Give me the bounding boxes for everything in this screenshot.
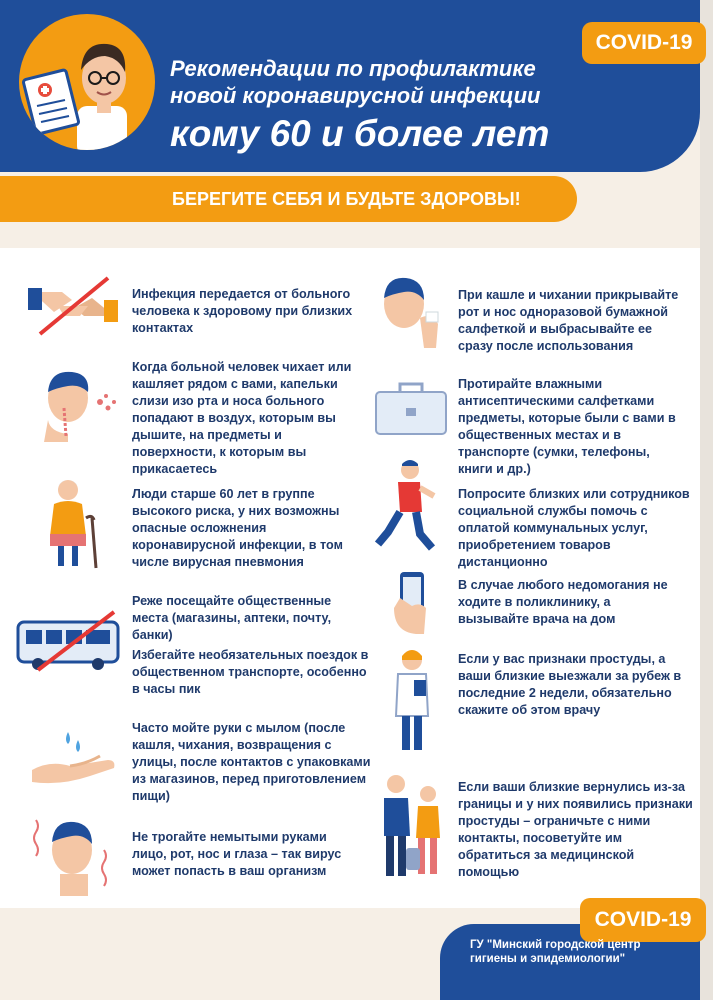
left-item-5: Избегайте необязательных поездок в общественном транспорте, особенно в часы пик	[132, 648, 369, 696]
left-item-6: Часто мойте руки с мылом (после кашля, чихания, возвращения с улицы, после контактов с упаковками из магазинов, перед приготовлением пищи)	[132, 721, 371, 803]
travelers-icon	[376, 770, 452, 882]
right-item-6: Если ваши близкие вернулись из-за границы и у них появились признаки простуды – ограничьте с ними контакты, посоветуйте им обратиться за медицинской помощью	[458, 780, 693, 879]
right-item-4: В случае любого недомогания не ходите в поликлинику, а вызывайте врача на дом	[458, 578, 668, 626]
title-line-3: кому 60 и более лет	[170, 113, 550, 154]
left-item-2: Когда больной человек чихает или кашляет рядом с вами, капельки слизи изо рта и носа больного попадают в воздух, которым вы дышите, на предметы и поверхности, к которым вы прикасаетесь	[132, 360, 352, 476]
elderly-woman-icon	[44, 474, 104, 570]
coughing-person-icon	[376, 272, 448, 352]
page-edge	[700, 0, 713, 1000]
nurse-icon	[388, 646, 440, 756]
bag-icon	[372, 378, 450, 438]
bus-icon	[14, 610, 124, 672]
phone-icon	[390, 568, 440, 638]
right-item-5: Если у вас признаки простуды, а ваши близкие выезжали за рубеж в последние 2 недели, обязательно скажите об этом врачу	[458, 652, 682, 717]
courier-icon	[372, 456, 442, 556]
page-title	[170, 55, 590, 157]
handshake-icon	[28, 272, 118, 338]
covid-badge-bottom: COVID-19	[580, 898, 706, 942]
title-line-1: Рекомендации по профилактике	[170, 56, 536, 81]
washing-hands-icon	[30, 730, 120, 786]
left-item-1: Инфекция передается от больного человека к здоровому при близких контактах	[132, 287, 353, 335]
right-item-3: Попросите близких или сотрудников социальной службы помочь с оплатой коммунальных услуг, приобретением товаров дистанционно	[458, 487, 690, 569]
title-line-2: новой коронавирусной инфекции	[170, 83, 541, 108]
organization-name: ГУ "Минский городской центр гигиены и эпидемиологии"	[470, 939, 641, 965]
covid-badge-top: COVID-19	[582, 22, 706, 64]
left-item-7: Не трогайте немытыми руками лицо, рот, нос и глаза – так вирус может попасть в ваш организм	[132, 830, 342, 878]
slogan-banner: БЕРЕГИТЕ СЕБЯ И БУДЬТЕ ЗДОРОВЫ!	[0, 176, 577, 222]
doctor-icon	[19, 14, 155, 150]
left-item-3: Люди старше 60 лет в группе высокого риска, у них возможны опасные осложнения коронавирусной инфекции, в том числе вирусная пневмония	[132, 487, 343, 569]
left-item-4: Реже посещайте общественные места (магазины, аптеки, почту, банки)	[132, 594, 332, 642]
right-item-1: При кашле и чихании прикрывайте рот и нос одноразовой бумажной салфеткой и выбрасывайте ее сразу после использования	[458, 288, 679, 353]
right-item-2: Протирайте влажными антисептическими салфетками предметы, которые были с вами в общественных местах и в транспорте (сумки, телефоны, книги и др.)	[458, 377, 676, 476]
sneezing-person-icon	[40, 362, 120, 442]
touching-face-icon	[30, 810, 110, 896]
